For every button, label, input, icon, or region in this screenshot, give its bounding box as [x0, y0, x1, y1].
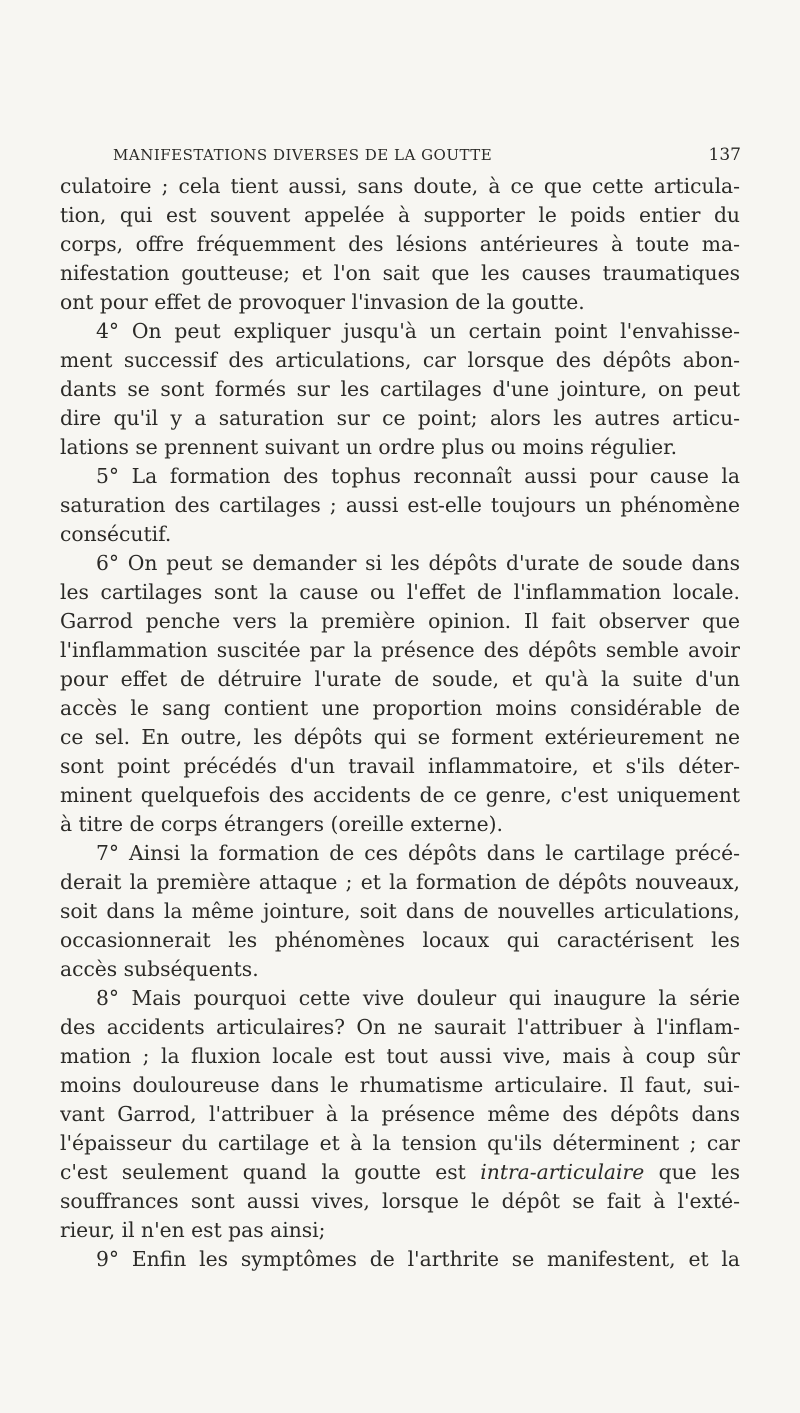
running-title: MANIFESTATIONS DIVERSES DE LA GOUTTE	[113, 146, 493, 164]
text-line: corps, offre fréquemment des lésions antérieures à toute ma-	[60, 232, 740, 256]
text-line: dants se sont formés sur les cartilages d'une jointure, on peut	[60, 377, 740, 401]
text-line: lations se prennent suivant un ordre plus ou moins régulier.	[60, 435, 678, 459]
text-line: à titre de corps étrangers (oreille externe).	[60, 812, 503, 836]
text-line: 5° La formation des tophus reconnaît aussi pour cause la	[96, 464, 740, 488]
text-line: ment successif des articulations, car lorsque des dépôts abon-	[60, 348, 740, 372]
text-line: l'épaisseur du cartilage et à la tension qu'ils déterminent ; car	[60, 1131, 740, 1155]
text-line: soit dans la même jointure, soit dans de nouvelles articulations,	[60, 899, 740, 923]
text-line: 6° On peut se demander si les dépôts d'urate de soude dans	[96, 551, 740, 575]
text-line: 9° Enfin les symptômes de l'arthrite se manifestent, et la	[96, 1247, 740, 1271]
text-line: saturation des cartilages ; aussi est-elle toujours un phénomène	[60, 493, 740, 517]
text-line: sont point précédés d'un travail inflammatoire, et s'ils déter-	[60, 754, 740, 778]
text-line: consécutif.	[60, 522, 172, 546]
text-line: rieur, il n'en est pas ainsi;	[60, 1218, 326, 1242]
text-line: vant Garrod, l'attribuer à la présence même des dépôts dans	[60, 1102, 740, 1126]
text-line: mation ; la fluxion locale est tout aussi vive, mais à coup sûr	[60, 1044, 740, 1068]
text-line: nifestation goutteuse; et l'on sait que les causes traumatiques	[60, 261, 740, 285]
text-line: derait la première attaque ; et la formation de dépôts nouveaux,	[60, 870, 740, 894]
text-segment: c'est seulement quand la goutte est	[60, 1160, 466, 1184]
text-line: souffrances sont aussi vives, lorsque le dépôt se fait à l'exté-	[60, 1189, 740, 1213]
text-line: accès le sang contient une proportion moins considérable de	[60, 696, 740, 720]
text-line: pour effet de détruire l'urate de soude, et qu'à la suite d'un	[60, 667, 740, 691]
text-line: dire qu'il y a saturation sur ce point; alors les autres articu-	[60, 406, 740, 430]
text-segment: que les	[658, 1160, 740, 1184]
text-line: ont pour effet de provoquer l'invasion de la goutte.	[60, 290, 585, 314]
text-line: tion, qui est souvent appelée à supporter le poids entier du	[60, 203, 740, 227]
text-line: minent quelquefois des accidents de ce genre, c'est uniquement	[60, 783, 740, 807]
text-line: ce sel. En outre, les dépôts qui se forment extérieurement ne	[60, 725, 740, 749]
text-line: accès subséquents.	[60, 957, 259, 981]
text-line: 7° Ainsi la formation de ces dépôts dans le cartilage précé-	[96, 841, 740, 865]
text-line-with-italic	[60, 1158, 740, 1187]
text-line: culatoire ; cela tient aussi, sans doute, à ce que cette articula-	[60, 174, 740, 198]
page-number: 137	[708, 145, 741, 165]
text-line: 8° Mais pourquoi cette vive douleur qui inaugure la série	[96, 986, 740, 1010]
text-line: les cartilages sont la cause ou l'effet de l'inflammation locale.	[60, 580, 740, 604]
running-head	[113, 146, 741, 170]
text-line: l'inflammation suscitée par la présence des dépôts semble avoir	[60, 638, 740, 662]
text-line: Garrod penche vers la première opinion. Il fait observer que	[60, 609, 740, 633]
text-line: moins douloureuse dans le rhumatisme articulaire. Il faut, sui-	[60, 1073, 740, 1097]
italic-term: intra-articulaire	[480, 1160, 645, 1184]
text-line: occasionnerait les phénomènes locaux qui caractérisent les	[60, 928, 740, 952]
text-line: des accidents articulaires? On ne saurait l'attribuer à l'inflam-	[60, 1015, 740, 1039]
body-text	[60, 172, 740, 1274]
text-line: 4° On peut expliquer jusqu'à un certain point l'envahisse-	[96, 319, 740, 343]
